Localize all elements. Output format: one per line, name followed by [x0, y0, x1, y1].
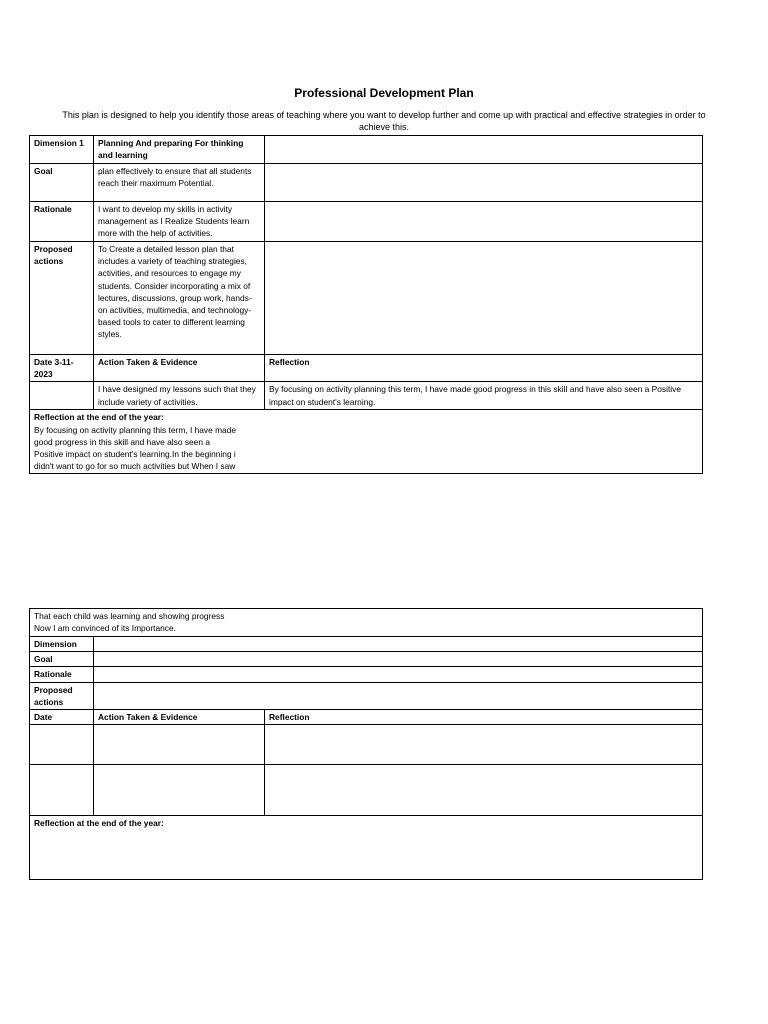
year-end-reflection-line: Positive impact on student's learning.In the beginning i [34, 449, 236, 460]
goal-label: Goal [30, 652, 94, 667]
rationale-label: Rationale [30, 202, 94, 242]
action-taken-cell [94, 725, 265, 765]
year-end-reflection-line: By focusing on activity planning this term, I have made [34, 424, 237, 435]
rationale-value: I want to develop my skills in activity management as I Realize Students learn more with the help of activities. [94, 202, 265, 242]
goal-value: plan effectively to ensure that all students reach their maximum Potential. [94, 164, 265, 202]
continued-reflection-cell [30, 609, 703, 637]
proposed-actions-row [30, 242, 703, 355]
dimension-empty-cell [265, 136, 703, 164]
action-taken-entry: I have designed my lessons such that they include variety of activities. [94, 382, 265, 410]
goal-label: Goal [30, 164, 94, 202]
goal-row [30, 164, 703, 202]
dimension-row [30, 637, 703, 652]
reflection-entry: By focusing on activity planning this term, I have made good progress in this skill and have also seen a Positive impact on student's learning. [265, 382, 703, 410]
goal-row [30, 652, 703, 667]
reflection-cell [265, 725, 703, 765]
action-header-row [30, 710, 703, 725]
reflection-header: Reflection [265, 710, 703, 725]
action-taken-header: Action Taken & Evidence [94, 710, 265, 725]
continued-reflection-line: Now I am convinced of its Importance. [34, 623, 176, 634]
action-date-cell [30, 725, 94, 765]
proposed-actions-value: To Create a detailed lesson plan that includes a variety of teaching strategies, activities, and resources to engage my students. Consider incorporating a mix of lectures, discussions, group work, hands-on activities, multimedia, and technology-based tools to cater to different learning styles. [94, 242, 265, 355]
development-plan-table-2 [29, 608, 703, 880]
goal-empty-cell [94, 652, 703, 667]
date-label: Date [30, 710, 94, 725]
rationale-empty-cell [265, 202, 703, 242]
year-end-reflection-label: Reflection at the end of the year: [30, 816, 703, 880]
proposed-actions-row [30, 682, 703, 709]
reflection-cell [265, 765, 703, 816]
action-entry-row [30, 765, 703, 816]
rationale-label: Rationale [30, 667, 94, 682]
year-end-reflection-line: good progress in this skill and have also seen a [34, 436, 210, 447]
dimension-row [30, 136, 703, 164]
dimension-label: Dimension [30, 637, 94, 652]
proposed-actions-label: Proposed actions [30, 682, 94, 709]
rationale-row [30, 202, 703, 242]
page-title: Professional Development Plan [294, 86, 474, 100]
action-entry-row [30, 382, 703, 410]
proposed-actions-empty-cell [265, 242, 703, 355]
action-header-row [30, 355, 703, 382]
dimension-label: Dimension 1 [30, 136, 94, 164]
development-plan-table-1 [29, 135, 703, 474]
proposed-actions-label: Proposed actions [30, 242, 94, 355]
reflection-header: Reflection [265, 355, 703, 382]
continued-reflection-line: That each child was learning and showing progress [34, 611, 225, 621]
proposed-actions-empty-cell [94, 682, 703, 709]
action-date-cell [30, 765, 94, 816]
rationale-row [30, 667, 703, 682]
continued-reflection-row [30, 609, 703, 637]
dimension-value: Planning And preparing For thinking and learning [94, 136, 265, 164]
year-end-reflection-row [30, 816, 703, 880]
year-end-reflection-label: Reflection at the end of the year: [34, 412, 164, 423]
rationale-empty-cell [94, 667, 703, 682]
year-end-reflection-line: didn't want to go for so much activities but When I saw [34, 461, 236, 472]
goal-empty-cell [265, 164, 703, 202]
action-date-cell [30, 382, 94, 410]
dimension-empty-cell [94, 637, 703, 652]
intro-text: This plan is designed to help you identify those areas of teaching where you want to develop further and come up with practical and effective strategies in order to achieve this. [62, 110, 706, 132]
year-end-reflection-cell [30, 410, 703, 474]
year-end-reflection-row [30, 410, 703, 474]
action-entry-row [30, 725, 703, 765]
date-label: Date 3-11-2023 [30, 355, 94, 382]
action-taken-cell [94, 765, 265, 816]
action-taken-header: Action Taken & Evidence [94, 355, 265, 382]
